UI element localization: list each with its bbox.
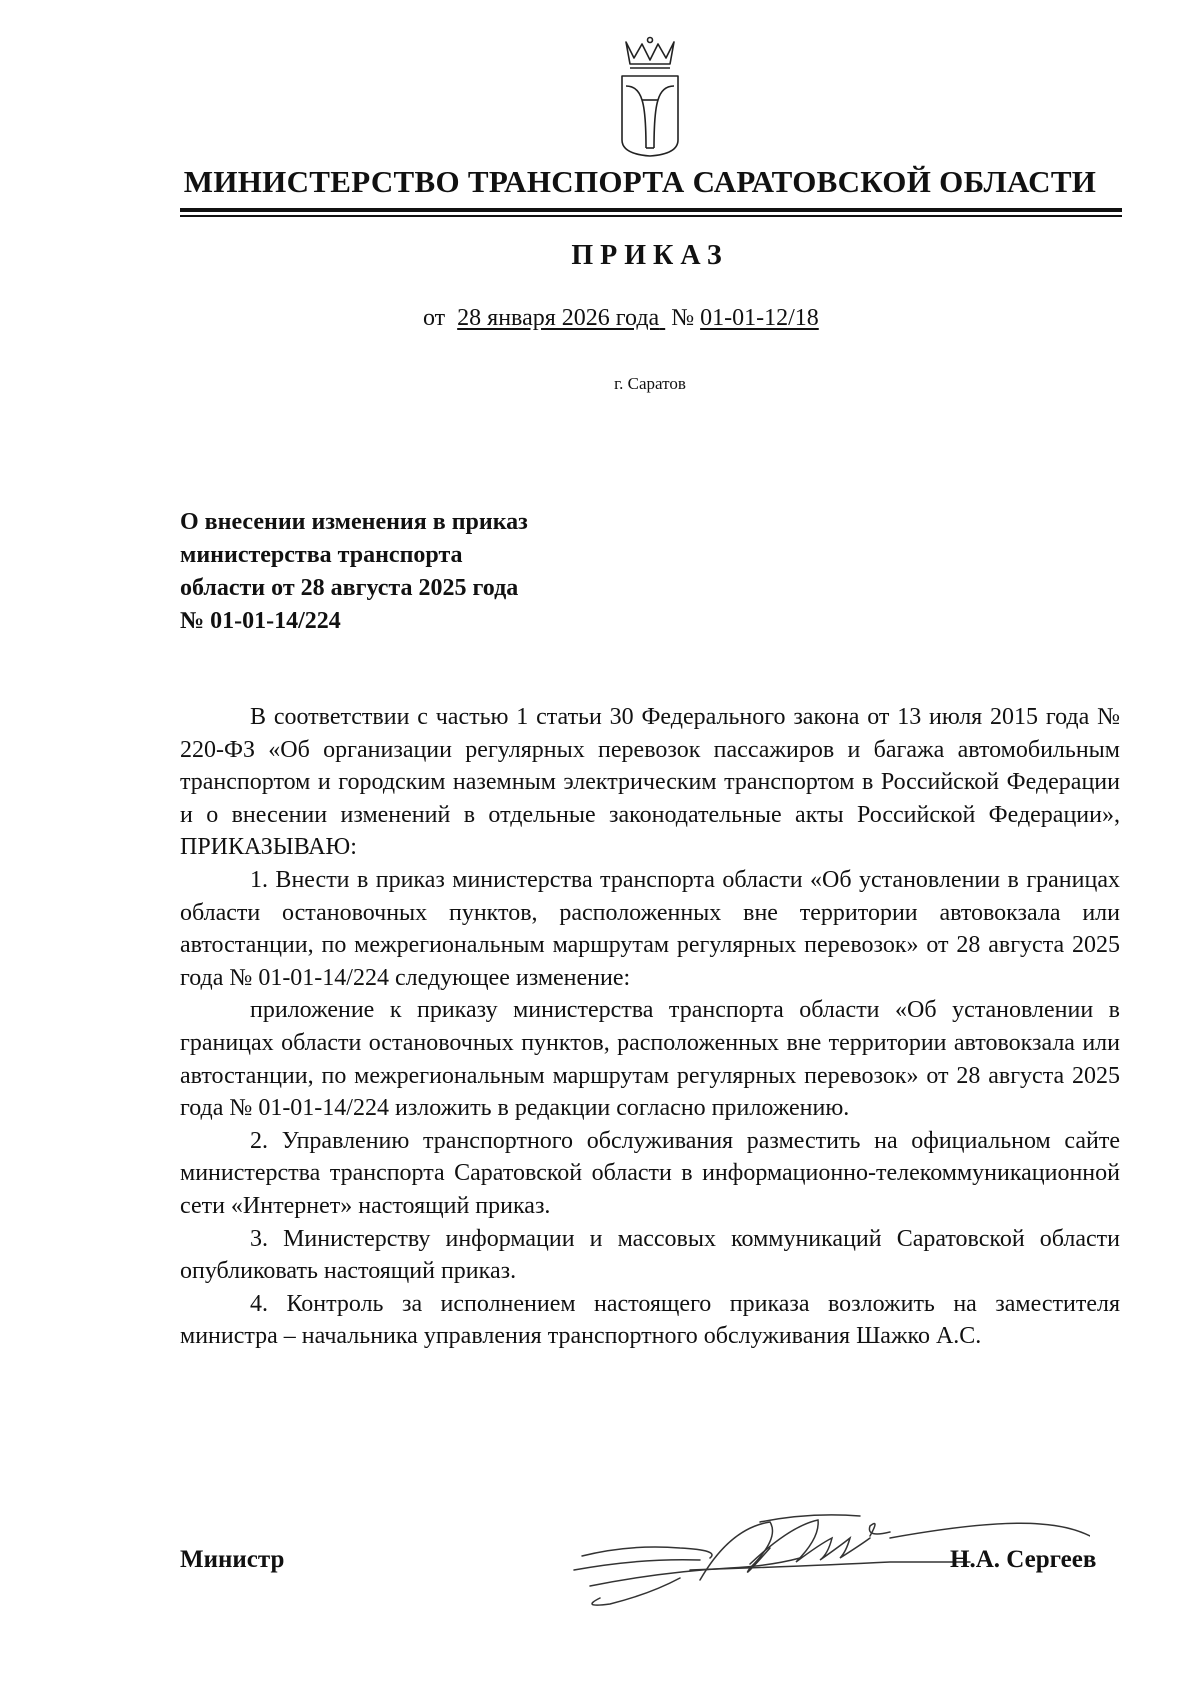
- saratov-coat-of-arms-icon: [612, 36, 688, 160]
- subject-line: № 01-01-14/224: [180, 608, 341, 634]
- order-number-label: №: [671, 305, 695, 331]
- subject-line: министерства транспорта: [180, 542, 463, 568]
- body-paragraph-preamble: В соответствии с частью 1 статьи 30 Федерального закона от 13 июля 2015 года № 220-ФЗ «Об организации регулярных перевозок пассажиров и багажа автомобильным транспортом и городским наземным электрическим транспортом в Российской Федерации и о внесении изменений в отдельные законодательные акты Российской Федерации», ПРИКАЗЫВАЮ:: [180, 704, 1120, 861]
- order-subject: [180, 506, 640, 638]
- signatory-position: Министр: [180, 1546, 285, 1573]
- body-paragraph-item-3: 3. Министерству информации и массовых коммуникаций Саратовской области опубликовать настоящий приказ.: [180, 1225, 1120, 1285]
- order-title: ПРИКАЗ: [571, 240, 729, 271]
- signatory-name: Н.А. Сергеев: [950, 1546, 1097, 1573]
- subject-line: О внесении изменения в приказ: [180, 509, 528, 535]
- order-from-label: от: [423, 305, 446, 331]
- body-paragraph-item-2: 2. Управлению транспортного обслуживания разместить на официальном сайте министерства транспорта Саратовской области в информационно-телекоммуникационной сети «Интернет» настоящий приказ.: [180, 1127, 1120, 1219]
- header-divider-thin: [180, 215, 1122, 217]
- body-paragraph-annex: приложение к приказу министерства транспорта области «Об установлении в границах области остановочных пунктов, расположенных вне территории автовокзала или автостанции, по межрегиональным маршрутам регулярных перевозок» от 28 августа 2025 года № 01-01-14/224 изложить в редакции согласно приложению.: [180, 997, 1120, 1122]
- order-date: 28 января 2026 года: [457, 305, 660, 331]
- header-divider-thick: [180, 208, 1122, 212]
- order-date-number: [423, 305, 819, 332]
- body-paragraph-item-4: 4. Контроль за исполнением настоящего приказа возложить на заместителя министра – начальника управления транспортного обслуживания Шажко А.С.: [180, 1290, 1120, 1350]
- order-city: г. Саратов: [614, 374, 686, 393]
- body-paragraph-item-1: 1. Внести в приказ министерства транспорта области «Об установлении в границах области остановочных пунктов, расположенных вне территории автовокзала или автостанции, по межрегиональным маршрутам регулярных перевозок» от 28 августа 2025 года № 01-01-14/224 следующее изменение:: [180, 866, 1120, 991]
- ministry-name: МИНИСТЕРСТВО ТРАНСПОРТА САРАТОВСКОЙ ОБЛАСТИ: [183, 164, 1097, 199]
- order-number: 01-01-12/18: [700, 305, 819, 331]
- order-body: [180, 701, 1120, 1353]
- subject-line: области от 28 августа 2025 года: [180, 575, 519, 601]
